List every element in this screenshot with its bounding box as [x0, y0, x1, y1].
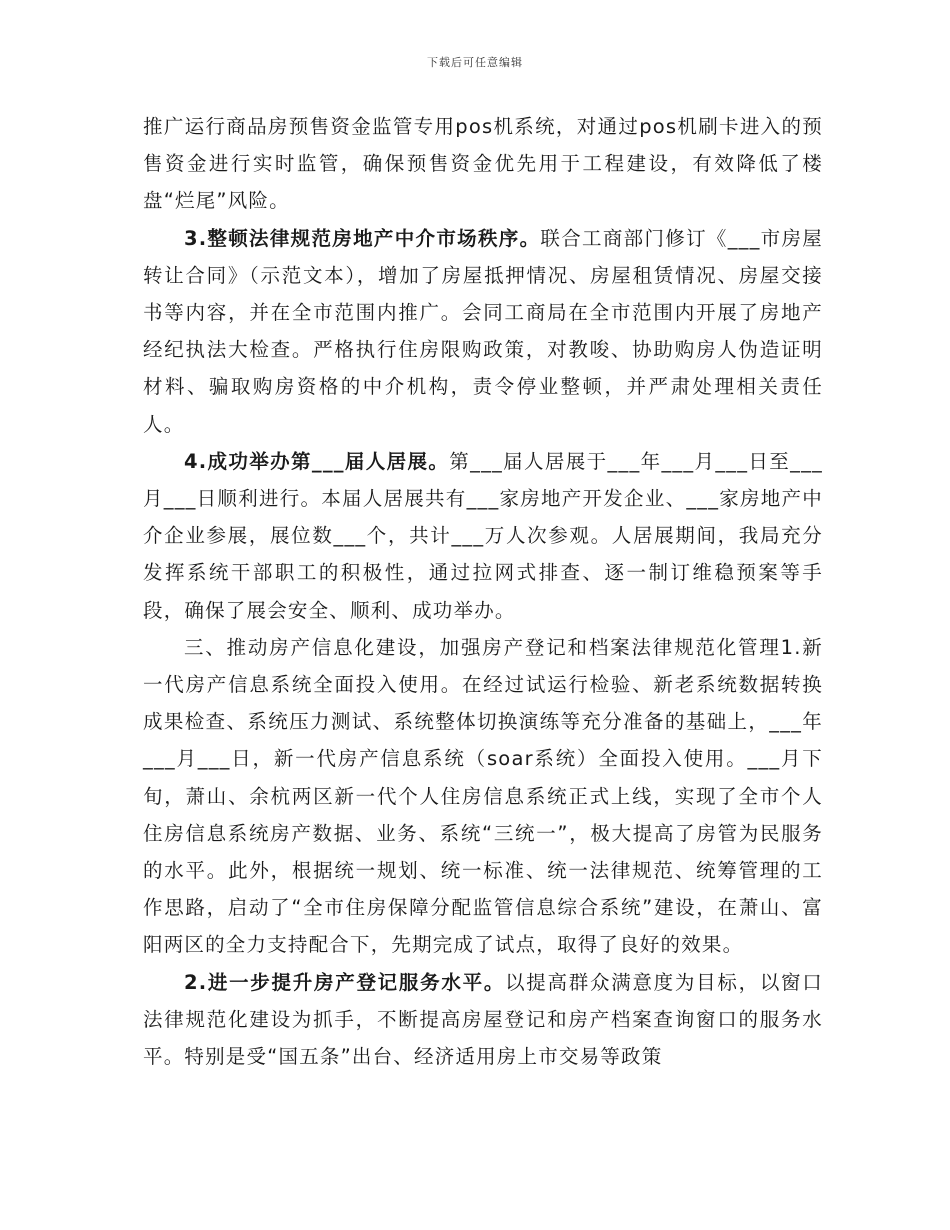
document-body [143, 108, 823, 1075]
paragraph-text: 三、推动房产信息化建设，加强房产登记和档案法律规范化管理1.新一代房产信息系统全面投入使用。在经过试运行检验、新老系统数据转换成果检查、系统压力测试、系统整体切换演练等充分准备的基础上，___年___月___日，新一代房产信息系统（soar系统）全面投入使用。___月下旬，萧山、余杭两区新一代个人住房信息系统正式上线，实现了全市个人住房信息系统房产数据、业务、系统“三统一”，极大提高了房管为民服务的水平。此外，根据统一规划、统一标准、统一法律规范、统筹管理的工作思路，启动了“全市住房保障分配监管信息综合系统”建设，在萧山、富阳两区的全力支持配合下，先期完成了试点，取得了良好的效果。 [143, 635, 823, 957]
paragraph-text: 第___届人居展于___年___月___日至___月___日顺利进行。本届人居展共有___家房地产开发企业、___家房地产中介企业参展，展位数___个，共计___万人次参观。人居展期间，我局充分发挥系统干部职工的积极性，通过拉网式排查、逐一制订维稳预案等手段，确保了展会安全、顺利、成功举办。 [143, 449, 823, 622]
paragraph-informatization [143, 629, 823, 964]
paragraph-heading: 3.整顿法律规范房地产中介市场秩序。 [183, 226, 541, 250]
header-note: 下载后可任意编辑 [427, 56, 523, 69]
paragraph-registration-service [143, 964, 823, 1076]
paragraph-presale-fund [143, 108, 823, 220]
paragraph-agency-order [143, 220, 823, 443]
paragraph-heading: 2.进一步提升房产登记服务水平。 [183, 970, 506, 994]
paragraph-text: 联合工商部门修订《___市房屋转让合同》（示范文本），增加了房屋抵押情况、房屋租赁情况、房屋交接书等内容，并在全市范围内推广。会同工商局在全市范围内开展了房地产经纪执法大检查。严格执行住房限购政策，对教唆、协助购房人伪造证明材料、骗取购房资格的中介机构，责令停业整顿，并严肃处理相关责任人。 [143, 226, 823, 436]
paragraph-heading: 4.成功举办第___届人居展。 [183, 449, 450, 473]
paragraph-text: 推广运行商品房预售资金监管专用pos机系统，对通过pos机刷卡进入的预售资金进行实时监管，确保预售资金优先用于工程建设，有效降低了楼盘“烂尾”风险。 [143, 115, 823, 213]
paragraph-expo [143, 443, 823, 629]
paragraph-text: 以提高群众满意度为目标，以窗口法律规范化建设为抓手，不断提高房屋登记和房产档案查询窗口的服务水平。特别是受“国五条”出台、经济适用房上市交易等政策 [143, 970, 823, 1069]
